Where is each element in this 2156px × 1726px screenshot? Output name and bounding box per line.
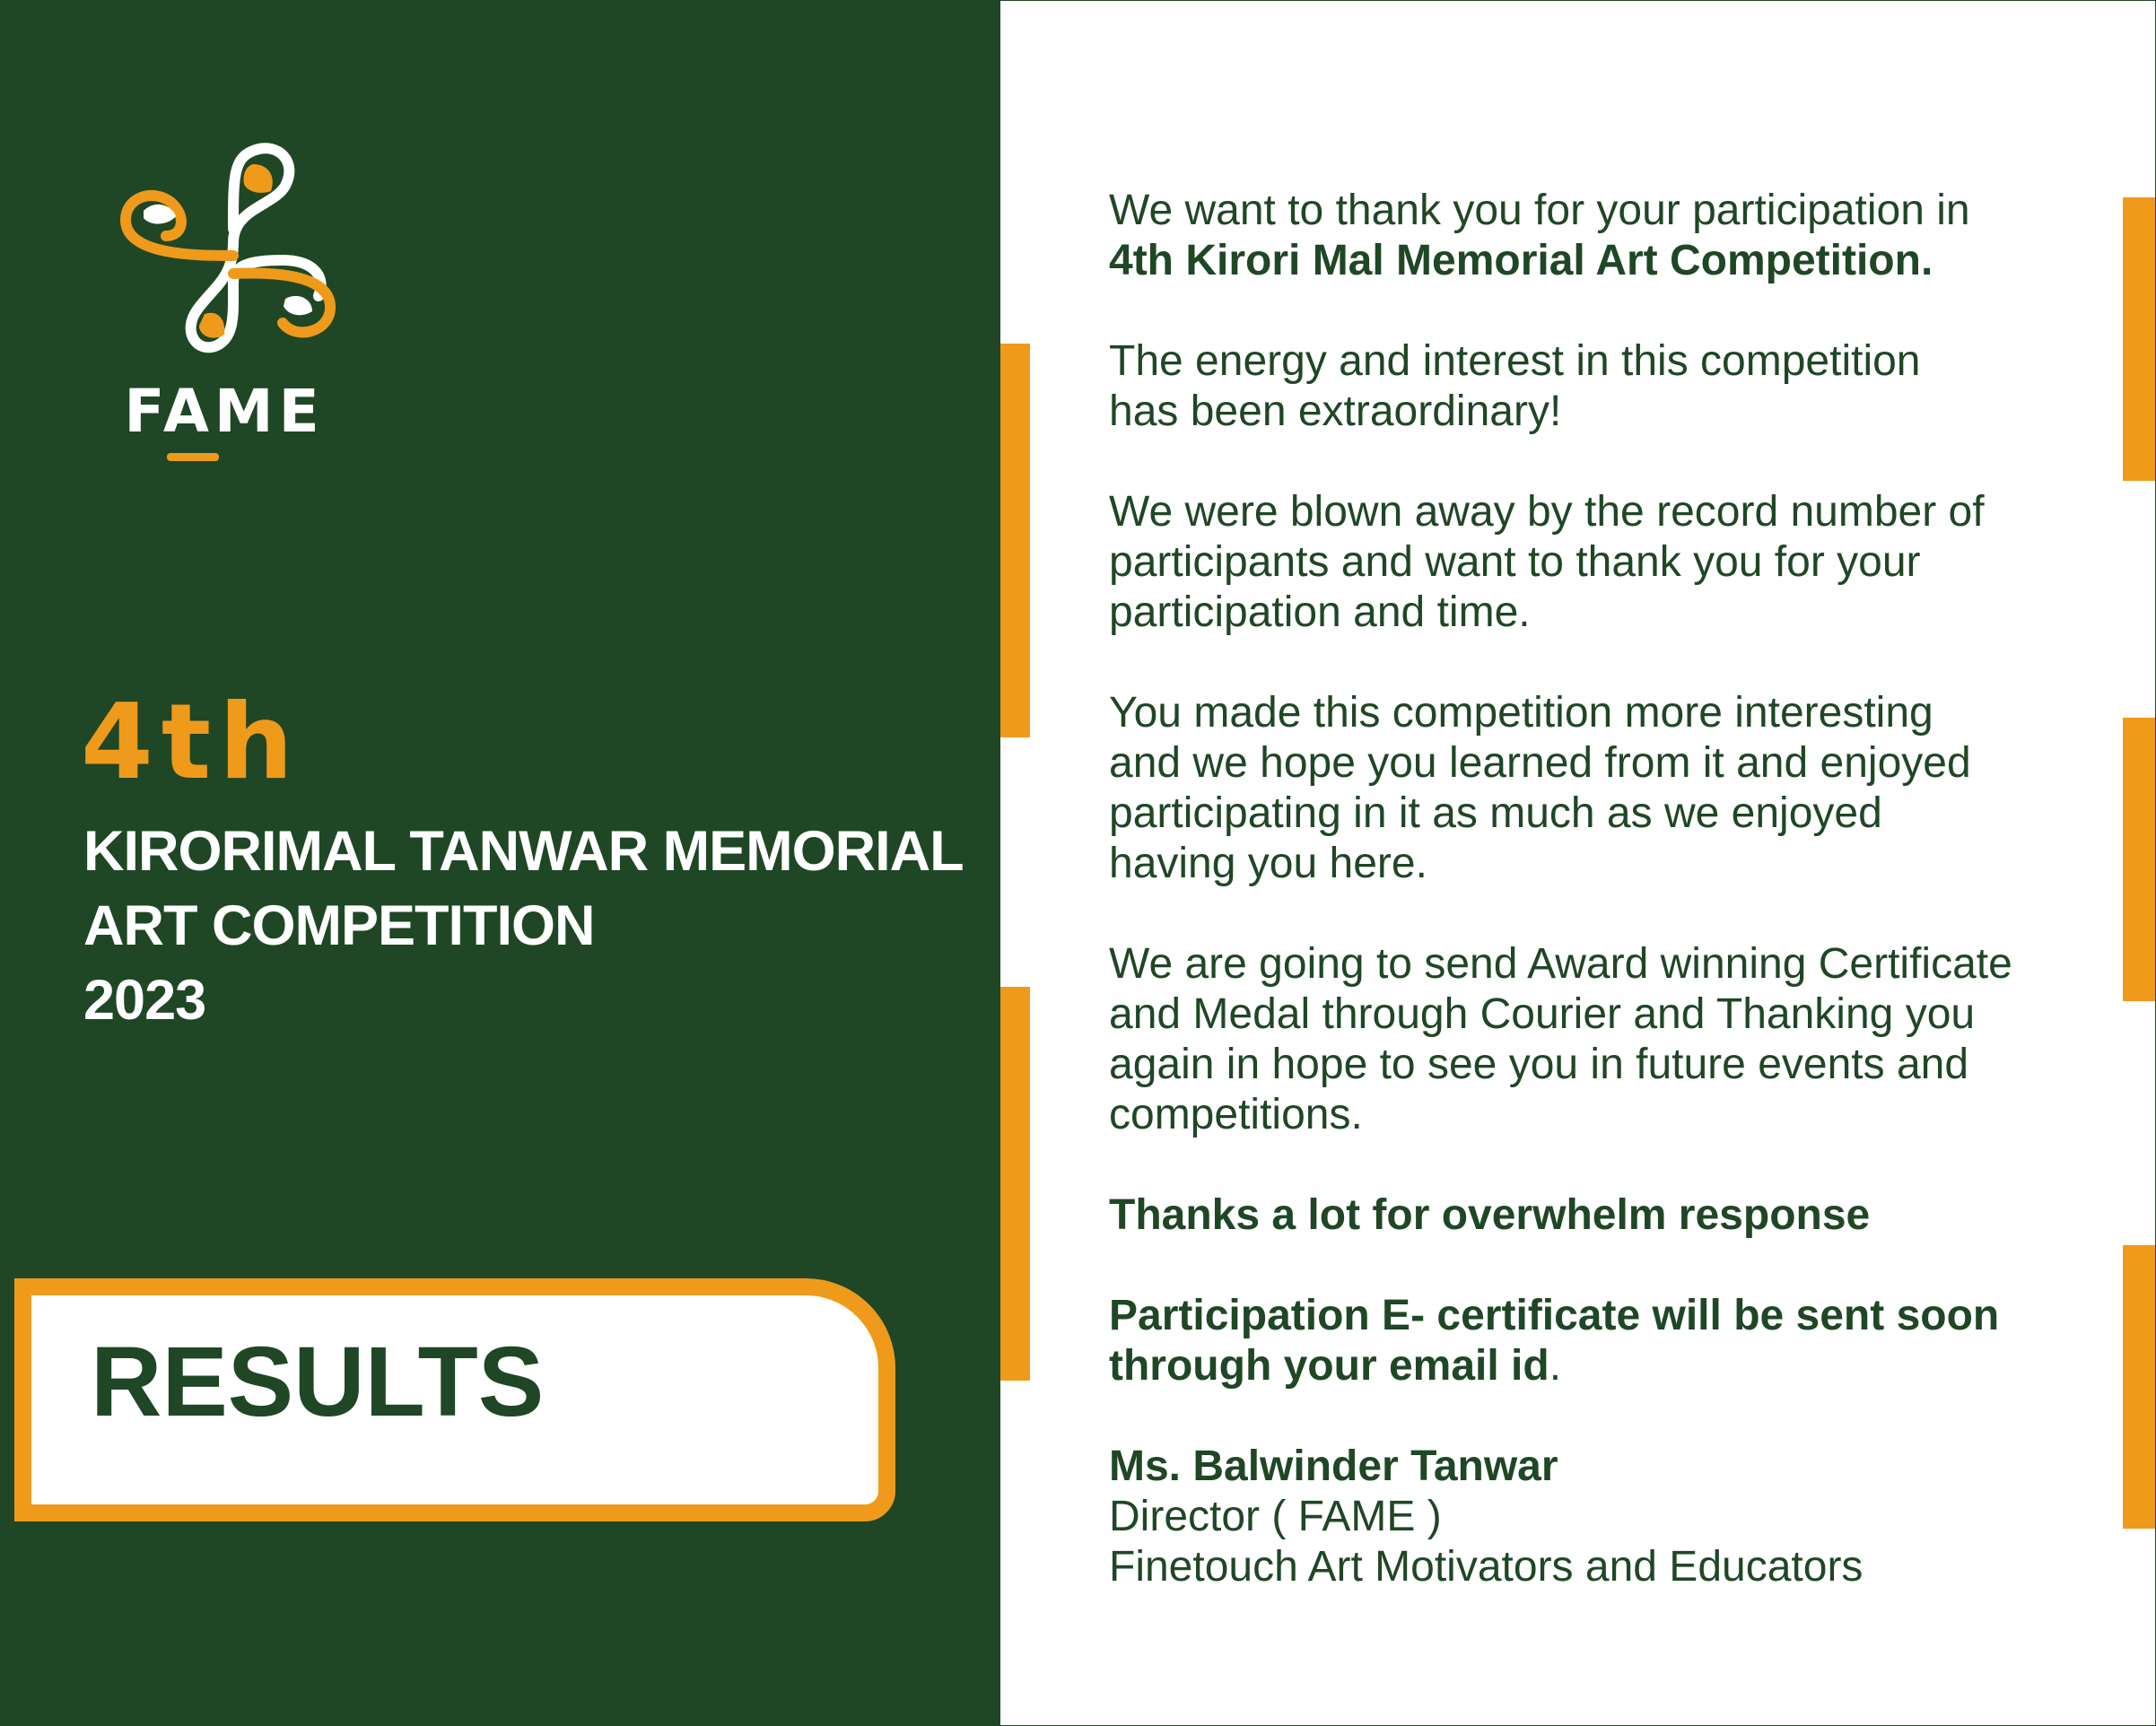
competition-name: 4th Kirori Mal Memorial Art Competition. xyxy=(1109,237,1933,284)
message-line: We are going to send Award winning Certificate xyxy=(1109,940,2012,988)
message-line: having you here. xyxy=(1109,840,1427,887)
thanks-line: Thanks a lot for overwhelm response xyxy=(1109,1191,1871,1239)
message-line: and Medal through Courier and Thanking you xyxy=(1109,990,1976,1038)
certificate-notice-bold: through your email id xyxy=(1109,1342,1549,1390)
accent-bar-right-bottom xyxy=(2123,1245,2156,1529)
accent-bar-left-bottom xyxy=(1000,987,1030,1381)
accent-bar-right-top xyxy=(2123,197,2156,481)
accent-bar-right-middle xyxy=(2123,718,2156,1001)
results-heading: RESULTS xyxy=(91,1327,545,1437)
event-title-line: KIRORIMAL TANWAR MEMORIAL xyxy=(83,820,964,883)
message-line: participants and want to thank you for your xyxy=(1109,538,1921,586)
message-line: The energy and interest in this competition xyxy=(1109,337,1921,385)
message-line: We want to thank you for your participation in xyxy=(1109,187,1970,234)
certificate-notice-end: . xyxy=(1549,1342,1562,1390)
signatory-organization: Finetouch Art Motivators and Educators xyxy=(1109,1543,1864,1591)
left-panel xyxy=(0,0,1000,1726)
results-banner xyxy=(14,1278,895,1521)
thank-you-message xyxy=(1109,186,2096,1592)
message-line: and we hope you learned from it and enjoyed xyxy=(1109,739,1971,787)
certificate-notice-line xyxy=(1109,1341,2096,1391)
message-line: We were blown away by the record number of xyxy=(1109,488,1985,536)
certificate-notice-line: Participation E- certificate will be sent soon xyxy=(1109,1292,2000,1339)
message-line: participation and time. xyxy=(1109,588,1531,636)
event-title xyxy=(83,815,964,1038)
message-line: again in hope to see you in future events and xyxy=(1109,1041,1969,1088)
signatory-role: Director ( FAME ) xyxy=(1109,1493,1442,1540)
logo-underline xyxy=(167,453,219,461)
signatory-name: Ms. Balwinder Tanwar xyxy=(1109,1443,1558,1490)
message-line: You made this competition more interesting xyxy=(1109,689,1933,737)
event-year: 2023 xyxy=(83,969,206,1032)
event-title-line: ART COMPETITION xyxy=(83,894,595,957)
fame-logo xyxy=(99,130,350,471)
message-line: has been extraordinary! xyxy=(1109,388,1562,435)
logo-wordmark: FAME xyxy=(124,377,325,446)
fame-logo-icon xyxy=(99,130,350,372)
message-line: participating in it as much as we enjoyed xyxy=(1109,789,1882,837)
accent-bar-left-top xyxy=(1000,344,1030,737)
message-line: competitions. xyxy=(1109,1091,1363,1138)
edition-label: 4th xyxy=(81,682,301,803)
